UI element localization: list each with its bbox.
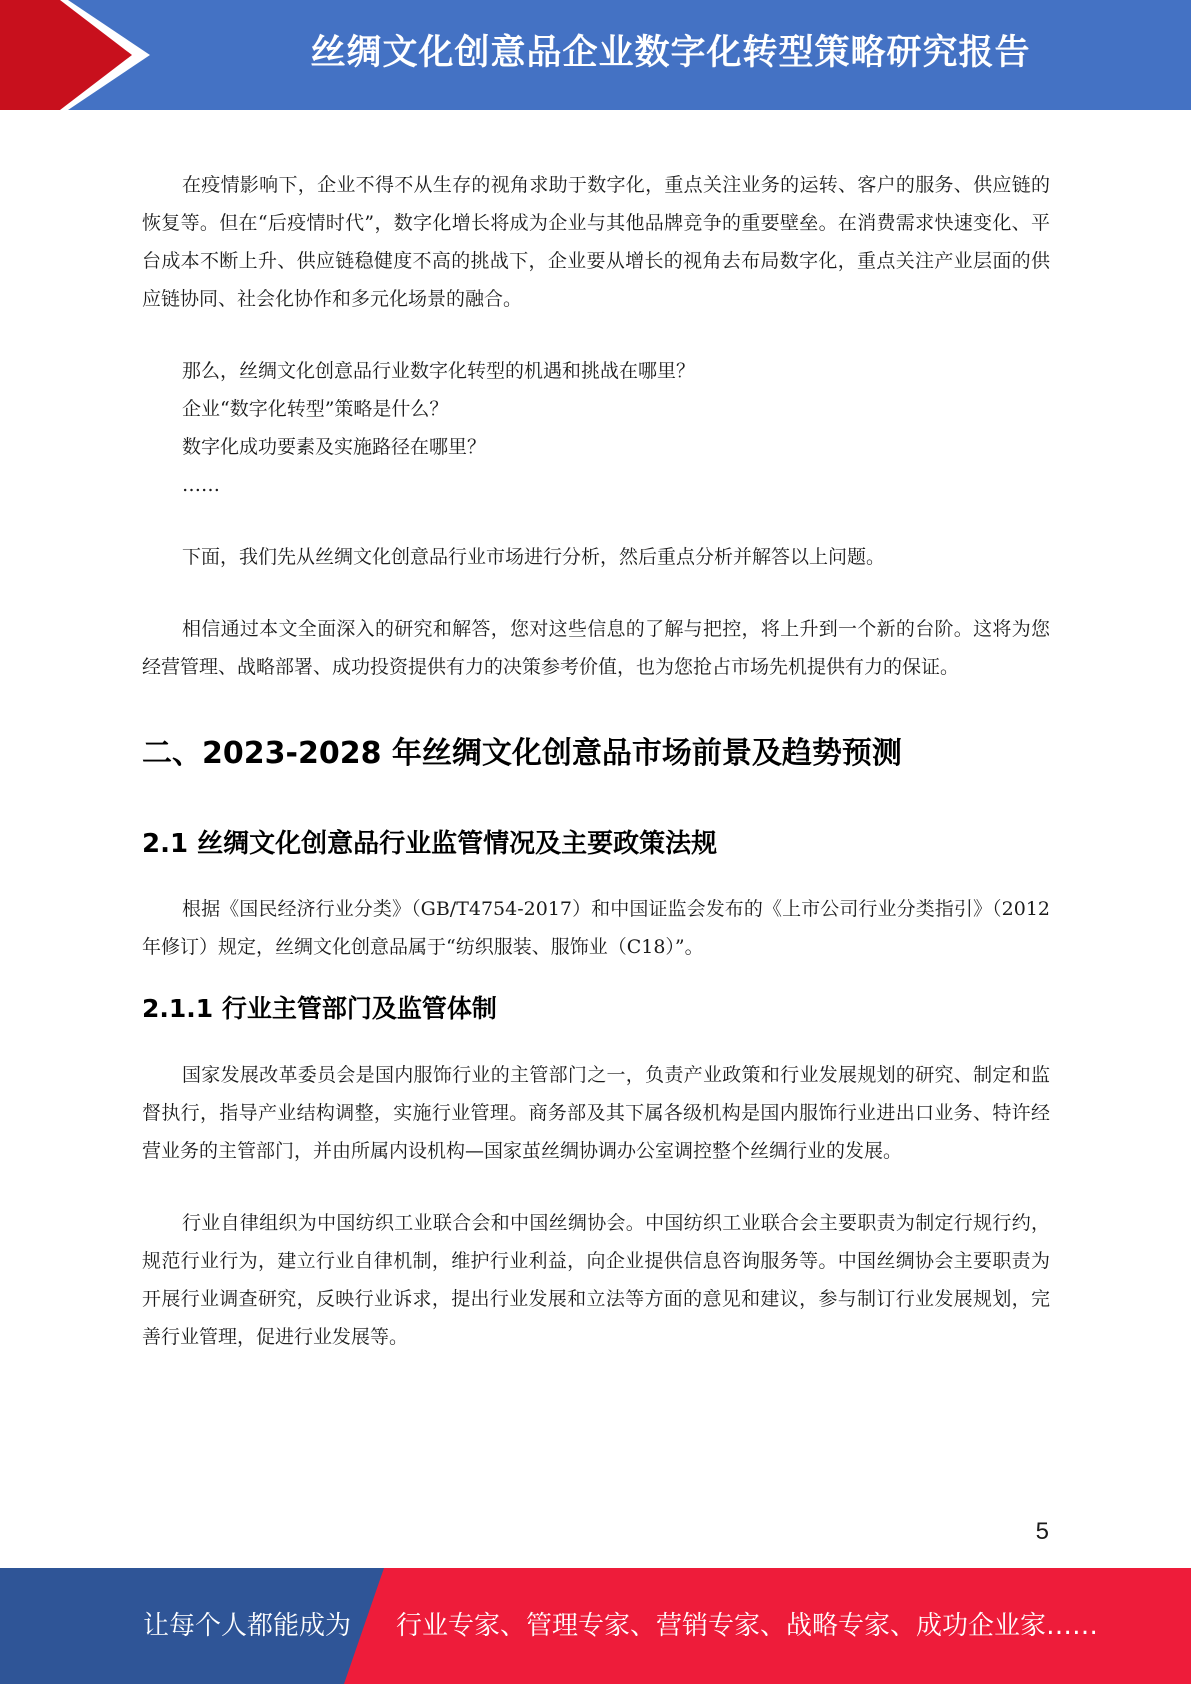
belief-paragraph: 相信通过本文全面深入的研究和解答，您对这些信息的了解与把控，将上升到一个新的台阶。这将为您经营管理、战略部署、成功投资提供有力的决策参考价值，也为您抢占市场先机提供有力的保证。 [142,618,1050,678]
question-item: 那么，丝绸文化创意品行业数字化转型的机遇和挑战在哪里？ [182,360,696,382]
question-item: 企业“数字化转型”策略是什么？ [182,398,449,420]
report-title: 丝绸文化创意品企业数字化转型策略研究报告 [310,33,1031,73]
subsubsection-heading: 2.1.1 行业主管部门及监管体制 [142,994,497,1023]
section-heading: 二、2023-2028 年丝绸文化创意品市场前景及趋势预测 [142,736,902,771]
footer-slogan-left: 让每个人都能成为 [143,1611,352,1641]
header-banner [0,0,1191,110]
question-ellipsis: …… [182,474,220,496]
intro-paragraph: 在疫情影响下，企业不得不从生存的视角求助于数字化，重点关注业务的运转、客户的服务、供应链的恢复等。但在“后疫情时代”，数字化增长将成为企业与其他品牌竞争的重要壁垒。在消费需求快速变化、平台成本不断上升、供应链稳健度不高的挑战下，企业要从增长的视角去布局数字化，重点关注产业层面的供应链协同、社会化协作和多元化场景的融合。 [142,174,1050,310]
footer-slogan-right: 行业专家、管理专家、营销专家、战略专家、成功企业家…… [396,1611,1099,1641]
question-item: 数字化成功要素及实施路径在哪里？ [182,436,487,458]
regulator-paragraph: 国家发展改革委员会是国内服饰行业的主管部门之一，负责产业政策和行业发展规划的研究、制定和监督执行，指导产业结构调整，实施行业管理。商务部及其下属各级机构是国内服饰行业进出口业务、特许经营业务的主管部门，并由所属内设机构—国家茧丝绸协调办公室调控整个丝绸行业的发展。 [142,1064,1050,1162]
main-content [142,166,1050,1356]
page-number: 5 [1035,1518,1049,1545]
classification-paragraph: 根据《国民经济行业分类》（GB/T4754-2017）和中国证监会发布的《上市公司行业分类指引》（2012 年修订）规定，丝绸文化创意品属于“纺织服装、服饰业（C18）”。 [142,898,1050,958]
question-list [142,352,1050,504]
next-paragraph: 下面，我们先从丝绸文化创意品行业市场进行分析，然后重点分析并解答以上问题。 [182,546,886,568]
subsection-heading: 2.1 丝绸文化创意品行业监管情况及主要政策法规 [142,829,718,859]
self-regulation-paragraph: 行业自律组织为中国纺织工业联合会和中国丝绸协会。中国纺织工业联合会主要职责为制定行规行约，规范行业行为，建立行业自律机制，维护行业利益，向企业提供信息咨询服务等。中国丝绸协会主要职责为开展行业调查研究，反映行业诉求，提出行业发展和立法等方面的意见和建议，参与制订行业发展规划，完善行业管理，促进行业发展等。 [142,1212,1050,1348]
footer-banner [0,1568,1191,1684]
